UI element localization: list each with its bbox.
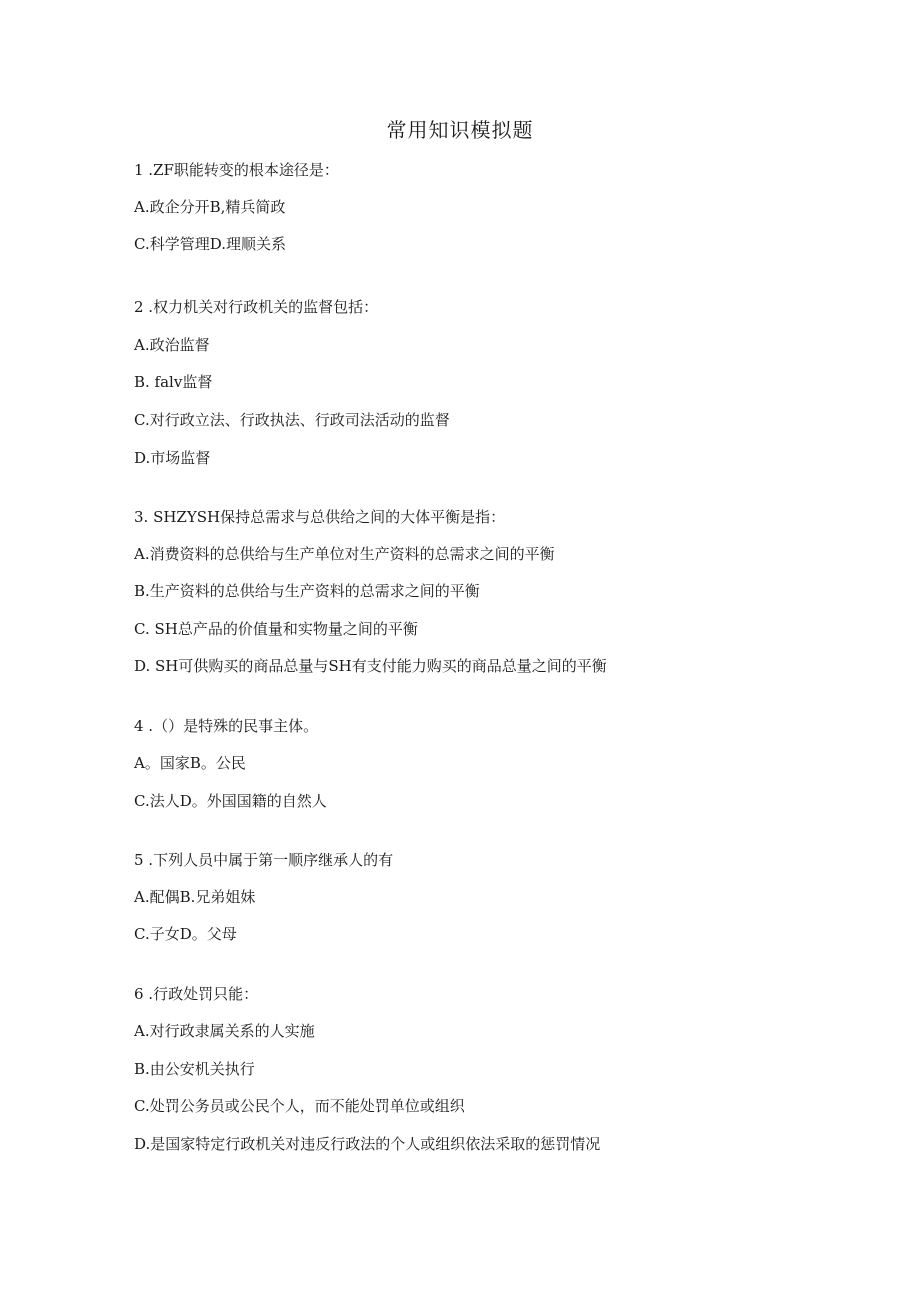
- question-3-option-d: D. SH可供购买的商品总量与SH有支付能力购买的商品总量之间的平衡: [134, 657, 607, 675]
- question-2-option-a: A.政治监督: [134, 336, 210, 354]
- question-5-option-line-2: C.子女D。父母: [134, 925, 237, 943]
- question-4-option-line-1: A。国家B。公民: [134, 754, 246, 772]
- question-2-stem: 2 .权力机关对行政机关的监督包括：: [134, 298, 379, 316]
- page-title: 常用知识模拟题: [386, 118, 534, 142]
- question-5-option-line-1: A.配偶B.兄弟姐妹: [134, 888, 256, 906]
- question-6-stem: 6 .行政处罚只能：: [134, 985, 259, 1003]
- question-4-option-line-2: C.法人D。外国国籍的自然人: [134, 792, 327, 810]
- question-4-stem: 4 .（）是特殊的民事主体。: [134, 717, 319, 735]
- question-3-option-b: B.生产资料的总供给与生产资料的总需求之间的平衡: [134, 582, 480, 600]
- question-2-option-b: B. falv监督: [134, 373, 213, 391]
- question-6-option-c: C.处罚公务员或公民个人，而不能处罚单位或组织: [134, 1097, 465, 1115]
- question-1-option-line-1: A.政企分开B,精兵简政: [134, 198, 286, 216]
- question-6-option-b: B.由公安机关执行: [134, 1060, 255, 1078]
- question-3-option-a: A.消费资料的总供给与生产单位对生产资料的总需求之间的平衡: [134, 545, 555, 563]
- question-2-option-d: D.市场监督: [134, 449, 211, 467]
- question-2-option-c: C.对行政立法、行政执法、行政司法活动的监督: [134, 411, 450, 429]
- question-1-option-line-2: C.科学管理D.理顺关系: [134, 235, 286, 253]
- question-1-stem: 1 .ZF职能转变的根本途径是：: [134, 161, 339, 179]
- question-3-stem: 3. SHZYSH保持总需求与总供给之间的大体平衡是指：: [134, 508, 506, 526]
- question-6-option-a: A.对行政隶属关系的人实施: [134, 1022, 315, 1040]
- question-5-stem: 5 .下列人员中属于第一顺序继承人的有: [134, 851, 394, 869]
- question-6-option-d: D.是国家特定行政机关对违反行政法的个人或组织依法采取的惩罚情况: [134, 1135, 601, 1153]
- question-3-option-c: C. SH总产品的价值量和实物量之间的平衡: [134, 620, 418, 638]
